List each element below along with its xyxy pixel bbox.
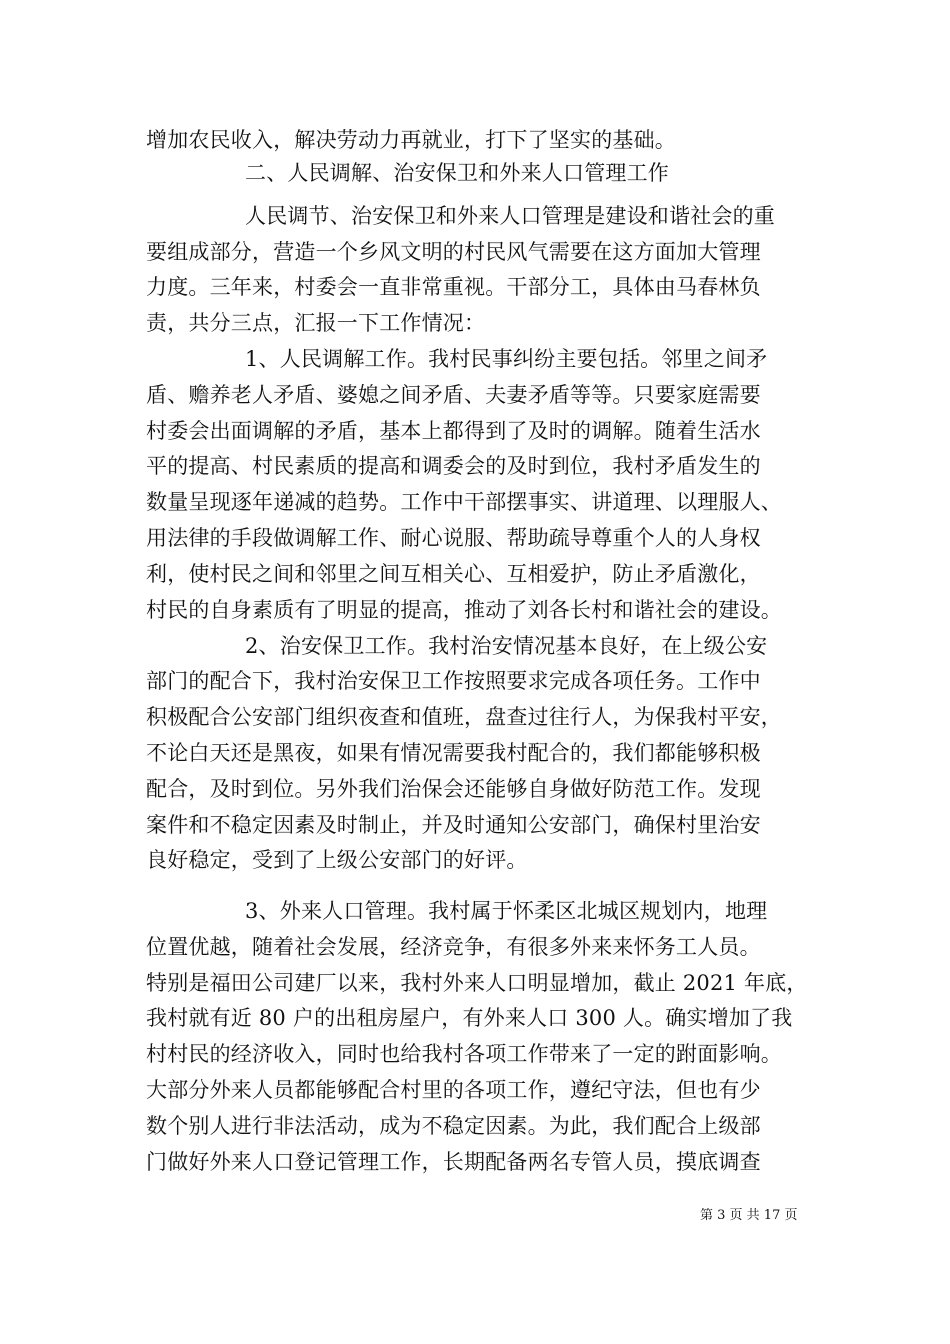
text-line: 力度。三年来，村委会一直非常重视。干部分工，具体由马春林负 [146, 275, 761, 299]
text-line: 位置优越，随着社会发展，经济竞争，有很多外来来怀务工人员。 [146, 935, 761, 959]
text-line: 利，使村民之间和邻里之间互相关心、互相爱护，防止矛盾激化， [146, 562, 761, 586]
page-number: 第 3 页 共 17 页 [700, 1208, 798, 1223]
text-line: 部门的配合下，我村治安保卫工作按照要求完成各项任务。工作中 [146, 669, 761, 693]
section-heading: 二、人民调解、治安保卫和外来人口管理工作 [245, 161, 669, 185]
text-line: 要组成部分，营造一个乡风文明的村民风气需要在这方面加大管理 [146, 240, 761, 264]
text-line: 我村就有近 80 户的出租房屋户，有外来人口 300 人。确实增加了我 [146, 1006, 793, 1030]
text-line: 数量呈现逐年递减的趋势。工作中干部摆事实、讲道理、以理服人、 [146, 490, 782, 514]
text-line: 配合，及时到位。另外我们治保会还能够自身做好防范工作。发现 [146, 777, 761, 801]
text-line: 大部分外来人员都能够配合村里的各项工作，遵纪守法，但也有少 [146, 1078, 761, 1102]
text-line: 平的提高、村民素质的提高和调委会的及时到位，我村矛盾发生的 [146, 454, 761, 478]
text-line: 村民的自身素质有了明显的提高，推动了刘各长村和谐社会的建设。 [146, 598, 782, 622]
text-line: 盾、赡养老人矛盾、婆媳之间矛盾、夫妻矛盾等等。只要家庭需要 [146, 383, 761, 407]
text-line: 增加农民收入，解决劳动力再就业，打下了坚实的基础。 [146, 128, 676, 152]
text-line: 不论白天还是黑夜，如果有情况需要我村配合的，我们都能够积极 [146, 741, 761, 765]
text-line: 3、外来人口管理。我村属于怀柔区北城区规划内，地理 [245, 899, 768, 923]
text-line: 1、人民调解工作。我村民事纠纷主要包括。邻里之间矛 [245, 347, 768, 371]
text-line: 2、治安保卫工作。我村治安情况基本良好，在上级公安 [245, 634, 768, 658]
text-line: 良好稳定，受到了上级公安部门的好评。 [146, 848, 528, 872]
text-line: 门做好外来人口登记管理工作，长期配备两名专管人员，摸底调查 [146, 1150, 761, 1174]
text-line: 村村民的经济收入，同时也给我村各项工作带来了一定的跗面影响。 [146, 1042, 782, 1066]
text-line: 用法律的手段做调解工作、耐心说服、帮助疏导尊重个人的人身权 [146, 526, 761, 550]
text-line: 案件和不稳定因素及时制止，并及时通知公安部门，确保村里治安 [146, 813, 761, 837]
text-line: 积极配合公安部门组织夜查和值班，盘查过往行人，为保我村平安， [146, 705, 782, 729]
text-line: 村委会出面调解的矛盾，基本上都得到了及时的调解。随着生活水 [146, 419, 761, 443]
text-line: 人民调节、治安保卫和外来人口管理是建设和谐社会的重 [245, 204, 775, 228]
text-line: 责，共分三点，汇报一下工作情况： [146, 311, 486, 335]
text-line: 数个别人进行非法活动，成为不稳定因素。为此，我们配合上级部 [146, 1114, 761, 1138]
text-line: 特别是福田公司建厂以来，我村外来人口明显增加，截止 2021 年底， [146, 971, 808, 995]
